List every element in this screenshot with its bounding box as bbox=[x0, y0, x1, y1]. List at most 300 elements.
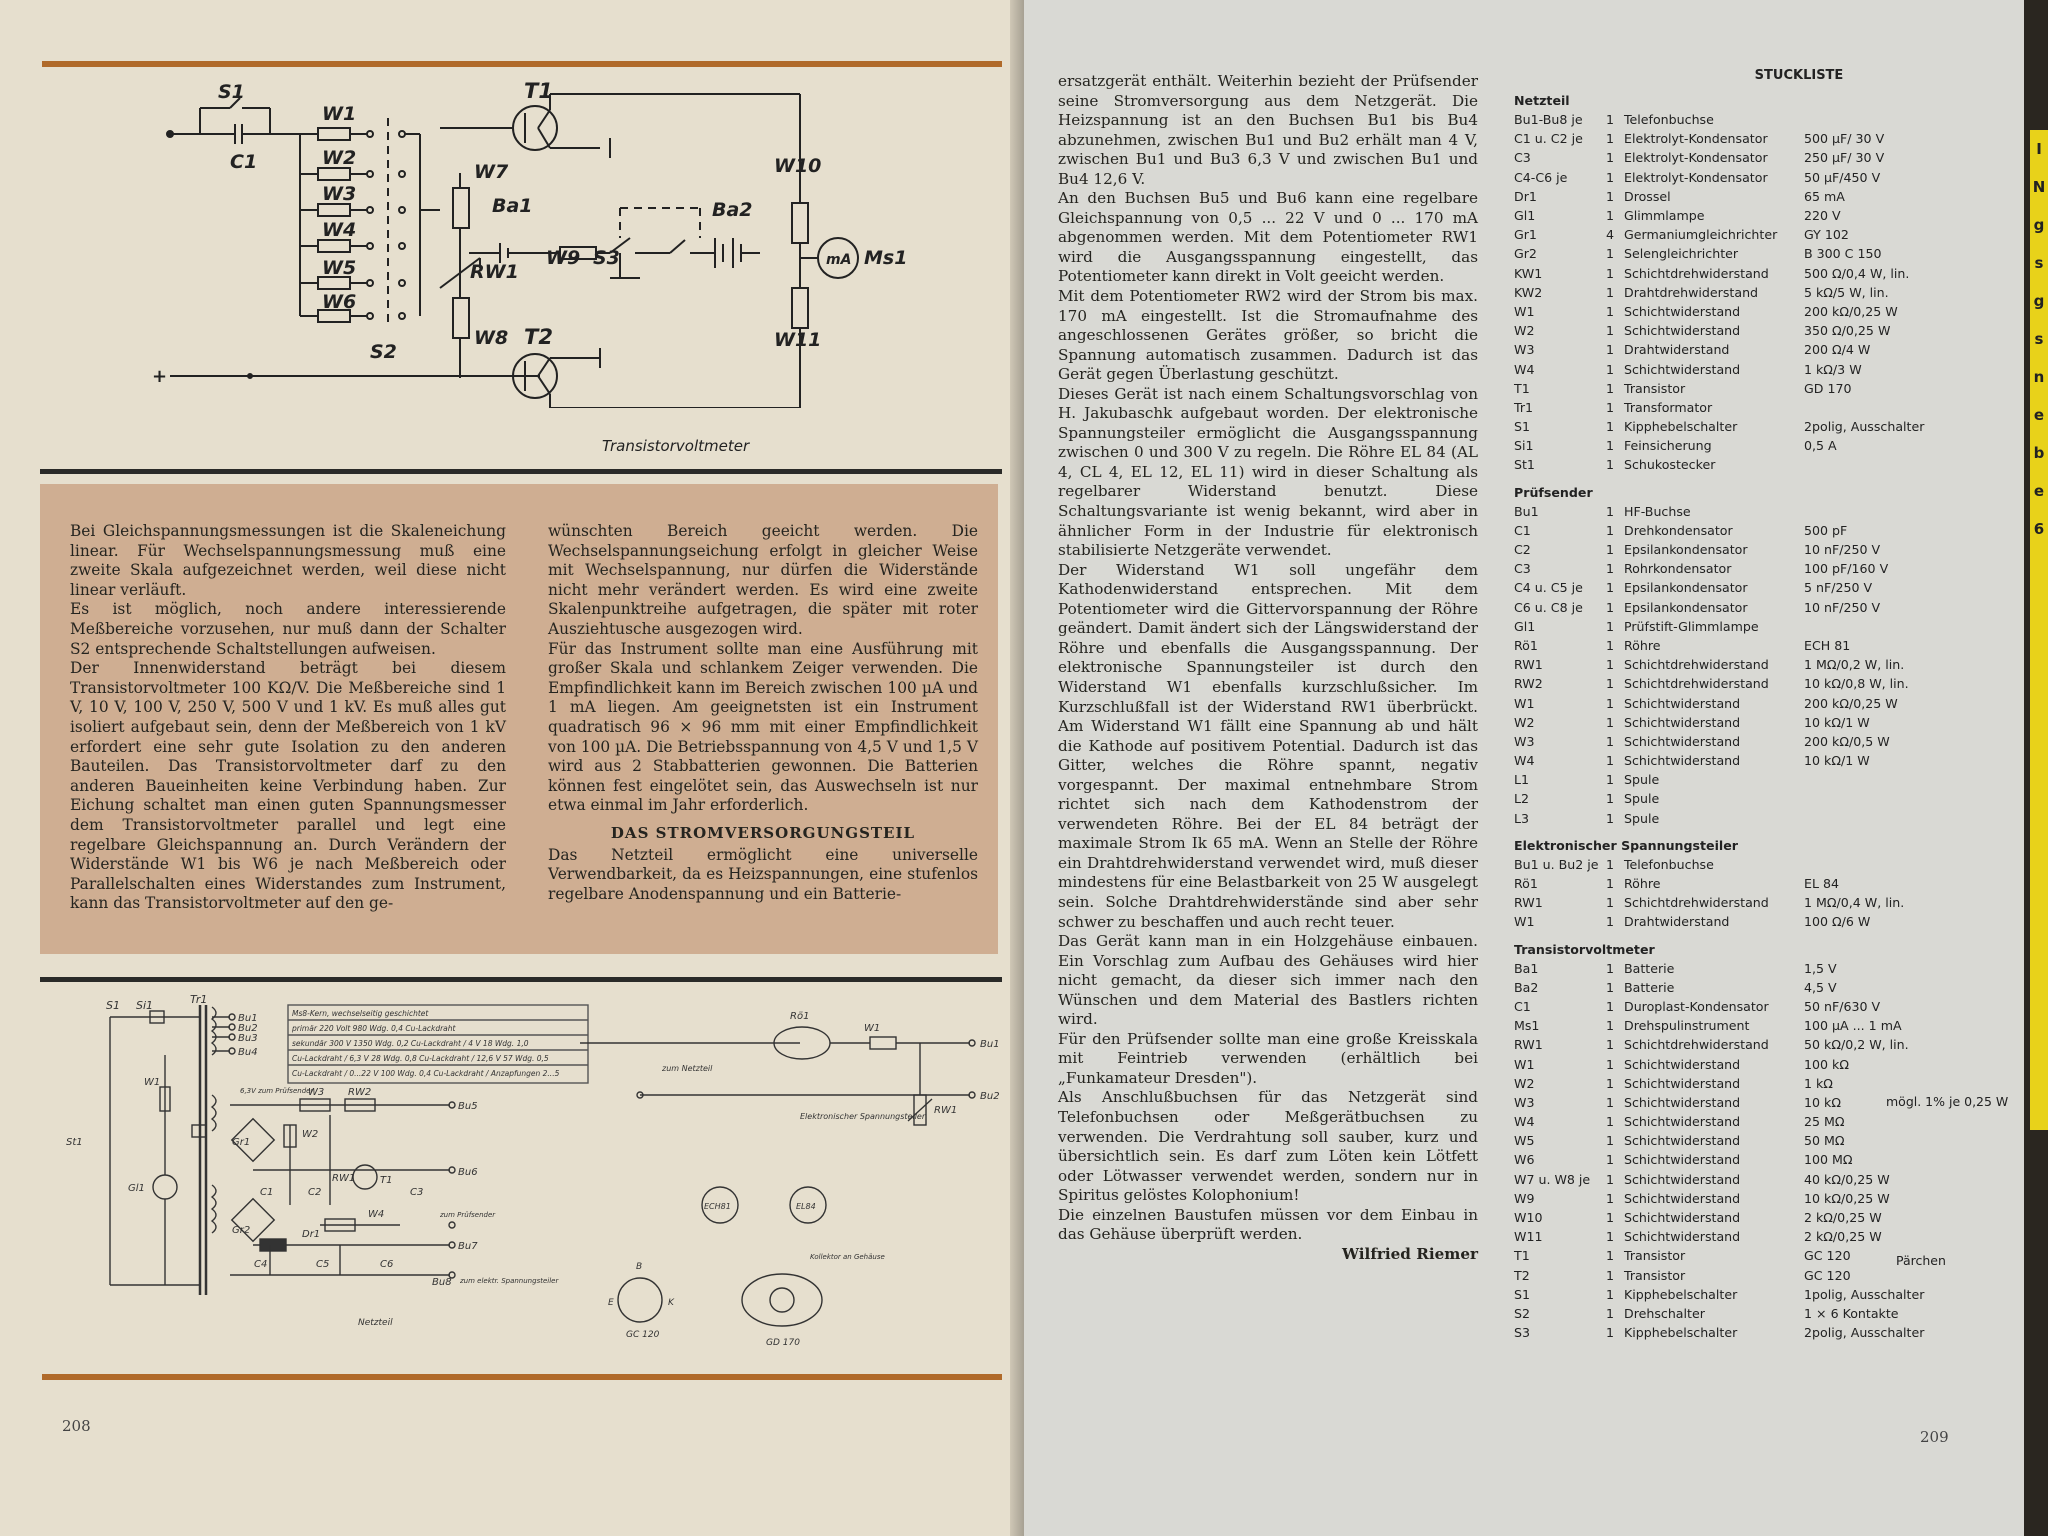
label-ba1: Ba1 bbox=[492, 195, 533, 217]
parts-cell-val: ECH 81 bbox=[1804, 637, 1851, 653]
parts-row bbox=[1514, 321, 1954, 340]
parts-cell-qty: 1 bbox=[1606, 303, 1615, 319]
parts-cell-desc: Telefonbuchse bbox=[1624, 112, 1714, 128]
parts-cell-desc: Schichtwiderstand bbox=[1624, 323, 1741, 339]
est-caption: Elektronischer Spannungsteiler bbox=[800, 1112, 926, 1121]
parts-cell-id: Gl1 bbox=[1514, 208, 1536, 224]
parts-row bbox=[1514, 751, 1954, 770]
label-t1: T1 bbox=[524, 79, 553, 103]
nt-label-gl1: Gl1 bbox=[128, 1183, 145, 1194]
parts-row bbox=[1514, 1093, 2009, 1112]
parts-cell-id: W2 bbox=[1514, 1075, 1535, 1091]
parts-cell-val: 500 µF/ 30 V bbox=[1804, 131, 1885, 147]
edge-strip-letter: 6 bbox=[2033, 520, 2045, 538]
parts-cell-id: RW1 bbox=[1514, 895, 1543, 911]
col2-paragraph-2: Für das Instrument sollte man eine Ausführung mit großer Skala und schlankem Zeiger verwenden. Die Empfindlichkeit kann im Bereich zwischen 100 µA und 1 mA liegen. Am geeignetsten ist ein Instrument quadratisch 96 × 96 mm mit einer Empfindlichkeit von 100 µA. Die Betriebsspannung von 4,5 V und 1,5 V wird aus 2 Stabbatterien gewonnen. Die Batterien können fest eingelötet sein, das Auswechseln ist nur etwa einmal im Jahr erforderlich. bbox=[548, 639, 978, 815]
parts-row bbox=[1514, 148, 1954, 167]
parts-cell-desc: Transistor bbox=[1624, 1248, 1686, 1264]
right-text-column bbox=[1058, 72, 1478, 1264]
parts-row bbox=[1514, 789, 1954, 808]
rc-paragraph-7: Für den Prüfsender sollte man eine große Kreisskala mit Feintrieb verwenden (erhältlich bei „Funkamateur Dresden"). bbox=[1058, 1029, 1478, 1087]
nt-label-bu2: Bu2 bbox=[238, 1023, 258, 1034]
parts-row bbox=[1514, 770, 1954, 789]
parts-cell-id: W6 bbox=[1514, 1152, 1535, 1168]
parts-cell-val: 2polig, Ausschalter bbox=[1804, 419, 1925, 435]
parts-cell-val: 10 kΩ/1 W bbox=[1804, 714, 1870, 730]
parts-cell-qty: 1 bbox=[1606, 169, 1615, 185]
parts-cell-id: KW1 bbox=[1514, 265, 1543, 281]
parts-cell-val: 10 kΩ/1 W bbox=[1804, 753, 1870, 769]
parts-cell-val: 200 kΩ/0,5 W bbox=[1804, 733, 1890, 749]
parts-cell-qty: 1 bbox=[1606, 599, 1615, 615]
col2-paragraph-3: Das Netzteil ermöglicht eine universelle Verwendbarkeit, da es Heizspannungen, eine stufenlos regelbare Anodenspannung und ein Batterie- bbox=[548, 845, 978, 903]
nt-label-bu3: Bu3 bbox=[238, 1033, 258, 1044]
parts-cell-qty: 1 bbox=[1606, 438, 1615, 454]
parts-cell-id: Ba2 bbox=[1514, 979, 1539, 995]
nt-label-w4: W4 bbox=[368, 1209, 385, 1220]
parts-row bbox=[1514, 1131, 1954, 1150]
nt-label-63v: 6,3V zum Prüfsender bbox=[240, 1087, 314, 1095]
parts-cell-id: S1 bbox=[1514, 1286, 1531, 1302]
parts-section-heading: Elektronischer Spannungsteiler bbox=[1514, 837, 1738, 853]
parts-cell-id: C1 bbox=[1514, 522, 1531, 538]
parts-row bbox=[1514, 713, 1954, 732]
parts-cell-desc: Kipphebelschalter bbox=[1624, 1286, 1738, 1302]
label-w2: W2 bbox=[322, 147, 357, 169]
parts-cell-qty: 1 bbox=[1606, 580, 1615, 596]
parts-cell-desc: Duroplast-Kondensator bbox=[1624, 998, 1769, 1014]
col1-paragraph-3: Der Innenwiderstand beträgt bei diesem Transistorvoltmeter 100 KΩ/V. Die Meßbereiche sind 1 V, 10 V, 100 V, 250 V, 500 V und 1 kV. Es muß alles gut isoliert aufgebaut sein, denn der Meßbereich von 1 kV erfordert eine sehr gute Isolation zu den anderen Bauteilen. Das Transistorvoltmeter darf zu den anderen Baueinheiten keine Verbindung haben. Zur Eichung schaltet man einen guten Spannungsmesser dem Transistorvoltmeter parallel und legt eine regelbare Gleichspannung an. Durch Verändern der Widerstände W1 bis W6 je nach Meßbereich oder Parallelschalten eines Widerstandes zum Instrument, kann das Transistorvoltmeter auf den ge- bbox=[70, 659, 506, 913]
parts-cell-qty: 1 bbox=[1606, 1286, 1615, 1302]
parts-cell-desc: Transistor bbox=[1624, 1267, 1686, 1283]
label-ba2: Ba2 bbox=[712, 199, 753, 221]
parts-row bbox=[1514, 809, 1954, 828]
nt-label-w1: W1 bbox=[144, 1077, 161, 1088]
nt-label-st1: St1 bbox=[66, 1137, 83, 1148]
parts-cell-qty: 1 bbox=[1606, 979, 1615, 995]
parts-row bbox=[1514, 655, 1954, 674]
parts-cell-desc: Röhre bbox=[1624, 876, 1661, 892]
parts-cell-qty: 1 bbox=[1606, 380, 1615, 396]
tube-label-ech81: ECH81 bbox=[704, 1202, 731, 1211]
rc-paragraph-9: Die einzelnen Baustufen müssen vor dem Einbau in das Gehäuse überprüft werden. bbox=[1058, 1205, 1478, 1244]
parts-cell-id: Bu1-Bu8 je bbox=[1514, 112, 1583, 128]
parts-cell-val: 250 µF/ 30 V bbox=[1804, 150, 1885, 166]
parts-cell-val: 1polig, Ausschalter bbox=[1804, 1286, 1925, 1302]
parts-cell-id: W3 bbox=[1514, 342, 1535, 358]
edge-strip-letter: e bbox=[2033, 482, 2045, 500]
parts-row bbox=[1514, 1074, 1954, 1093]
parts-note-tolerance: mögl. 1% je 0,25 W bbox=[1886, 1094, 2009, 1110]
parts-section-heading: Transistorvoltmeter bbox=[1514, 941, 1655, 957]
parts-cell-id: W1 bbox=[1514, 695, 1535, 711]
parts-cell-qty: 1 bbox=[1606, 1094, 1615, 1110]
parts-cell-id: S3 bbox=[1514, 1325, 1531, 1341]
parts-cell-desc: Elektrolyt-Kondensator bbox=[1624, 169, 1768, 185]
label-w7: W7 bbox=[474, 161, 509, 183]
parts-cell-desc: Epsilankondensator bbox=[1624, 542, 1748, 558]
parts-cell-qty: 1 bbox=[1606, 1075, 1615, 1091]
parts-cell-id: C3 bbox=[1514, 561, 1531, 577]
parts-cell-desc: Schichtdrehwiderstand bbox=[1624, 895, 1769, 911]
parts-cell-val: 1 MΩ/0,2 W, lin. bbox=[1804, 657, 1905, 673]
nt-label-t1: T1 bbox=[380, 1175, 393, 1186]
nt-label-dr1: Dr1 bbox=[302, 1229, 321, 1240]
parts-row bbox=[1514, 1323, 1954, 1342]
parts-cell-id: W4 bbox=[1514, 1114, 1535, 1130]
parts-cell-val: 2 kΩ/0,25 W bbox=[1804, 1210, 1882, 1226]
parts-cell-qty: 1 bbox=[1606, 1152, 1615, 1168]
parts-cell-id: Gr1 bbox=[1514, 227, 1537, 243]
parts-cell-qty: 1 bbox=[1606, 150, 1615, 166]
parts-cell-id: W1 bbox=[1514, 1056, 1535, 1072]
parts-cell-qty: 1 bbox=[1606, 284, 1615, 300]
parts-cell-qty: 1 bbox=[1606, 188, 1615, 204]
label-t2: T2 bbox=[524, 325, 553, 349]
parts-cell-val: 40 kΩ/0,25 W bbox=[1804, 1171, 1890, 1187]
parts-cell-val: 0,5 A bbox=[1804, 438, 1837, 454]
nt-label-bu7: Bu7 bbox=[458, 1241, 478, 1252]
parts-cell-id: L3 bbox=[1514, 810, 1530, 826]
section-heading-stromversorgung: DAS STROMVERSORGUNGSTEIL bbox=[610, 823, 916, 842]
parts-cell-id: RW1 bbox=[1514, 657, 1543, 673]
parts-row bbox=[1514, 1054, 1954, 1073]
parts-row bbox=[1514, 129, 1954, 148]
parts-row bbox=[1514, 436, 1954, 455]
parts-cell-desc: Schichtwiderstand bbox=[1624, 1114, 1741, 1130]
parts-row bbox=[1514, 1035, 1954, 1054]
parts-cell-desc: Elektrolyt-Kondensator bbox=[1624, 150, 1768, 166]
parts-cell-desc: Schichtwiderstand bbox=[1624, 733, 1741, 749]
parts-row bbox=[1514, 187, 1954, 206]
parts-cell-val: 500 Ω/0,4 W, lin. bbox=[1804, 265, 1910, 281]
parts-cell-val: 1 kΩ bbox=[1804, 1075, 1833, 1091]
parts-cell-val: 10 nF/250 V bbox=[1804, 542, 1881, 558]
parts-cell-id: W4 bbox=[1514, 753, 1535, 769]
parts-cell-qty: 1 bbox=[1606, 1037, 1615, 1053]
label-s2: S2 bbox=[370, 341, 397, 363]
parts-cell-desc: Transistor bbox=[1624, 380, 1686, 396]
nt-label-c6: C6 bbox=[380, 1259, 394, 1270]
label-ma: mA bbox=[826, 252, 852, 268]
parts-cell-id: C2 bbox=[1514, 542, 1531, 558]
parts-cell-id: C4 u. C5 je bbox=[1514, 580, 1583, 596]
parts-cell-qty: 1 bbox=[1606, 112, 1615, 128]
parts-cell-val: 500 pF bbox=[1804, 522, 1848, 538]
label-w5: W5 bbox=[322, 257, 357, 279]
parts-cell-id: Rö1 bbox=[1514, 876, 1538, 892]
nt-label-bu6: Bu6 bbox=[458, 1167, 478, 1178]
parts-cell-id: Rö1 bbox=[1514, 637, 1538, 653]
parts-cell-val: 1,5 V bbox=[1804, 960, 1837, 976]
trafo-row-4: Cu-Lackdraht / 6,3 V 28 Wdg. 0,8 Cu-Lackdraht / 12,6 V 57 Wdg. 0,5 bbox=[292, 1054, 549, 1063]
parts-cell-id: Tr1 bbox=[1514, 399, 1534, 415]
parts-row bbox=[1514, 521, 1954, 540]
parts-cell-desc: Schichtwiderstand bbox=[1624, 1210, 1741, 1226]
text-column-1 bbox=[70, 522, 506, 914]
parts-cell-desc: Drehschalter bbox=[1624, 1305, 1705, 1321]
parts-cell-desc: Feinsicherung bbox=[1624, 438, 1712, 454]
col1-paragraph-2: Es ist möglich, noch andere interessierende Meßbereiche vorzusehen, nur muß dann der Schalter S2 entsprechende Schaltstellungen aufweisen. bbox=[70, 600, 506, 658]
parts-cell-qty: 1 bbox=[1606, 1171, 1615, 1187]
parts-cell-id: W2 bbox=[1514, 323, 1535, 339]
parts-cell-qty: 1 bbox=[1606, 914, 1615, 930]
parts-list bbox=[1514, 68, 2009, 1342]
parts-row bbox=[1514, 168, 1954, 187]
parts-cell-id: Bu1 u. Bu2 je bbox=[1514, 856, 1599, 872]
parts-cell-qty: 1 bbox=[1606, 1056, 1615, 1072]
text-column-2 bbox=[548, 522, 978, 904]
trafo-row-2: primär 220 Volt 980 Wdg. 0,4 Cu-Lackdraht bbox=[292, 1024, 456, 1033]
parts-cell-desc: Schichtdrehwiderstand bbox=[1624, 265, 1769, 281]
parts-cell-desc: Epsilankondensator bbox=[1624, 580, 1748, 596]
parts-cell-qty: 1 bbox=[1606, 856, 1615, 872]
parts-cell-val: 2polig, Ausschalter bbox=[1804, 1325, 1925, 1341]
parts-cell-qty: 1 bbox=[1606, 1325, 1615, 1341]
parts-row bbox=[1514, 874, 1954, 893]
label-w4: W4 bbox=[322, 219, 357, 241]
edge-strip-letter: N bbox=[2032, 178, 2046, 196]
parts-cell-id: C1 bbox=[1514, 998, 1531, 1014]
parts-cell-val: 200 kΩ/0,25 W bbox=[1804, 303, 1898, 319]
rc-paragraph-3: Mit dem Potentiometer RW2 wird der Strom bis max. 170 mA eingestellt. Ist die Stromaufnahme des angeschlossenen Gerätes größer, so bricht die Spannung automatisch zusammen. Dadurch ist das Gerät gegen Überlastung geschützt. bbox=[1058, 287, 1478, 384]
parts-row bbox=[1514, 398, 1954, 417]
parts-cell-desc: Schichtwiderstand bbox=[1624, 753, 1741, 769]
label-c1: C1 bbox=[230, 151, 258, 173]
transistor-label-gc120: GC 120 bbox=[626, 1330, 660, 1340]
nt-label-c1: C1 bbox=[260, 1187, 274, 1198]
parts-cell-val: 10 kΩ/0,25 W bbox=[1804, 1190, 1890, 1206]
parts-cell-desc: Elektrolyt-Kondensator bbox=[1624, 131, 1768, 147]
parts-cell-id: W4 bbox=[1514, 361, 1535, 377]
parts-cell-id: S1 bbox=[1514, 419, 1531, 435]
parts-row bbox=[1514, 1246, 1954, 1269]
nt-label-zum-elektr: zum elektr. Spannungsteiler bbox=[460, 1277, 559, 1285]
parts-cell-id: T1 bbox=[1514, 1248, 1530, 1264]
parts-cell-id: T2 bbox=[1514, 1267, 1530, 1283]
parts-cell-desc: Schichtwiderstand bbox=[1624, 1056, 1741, 1072]
parts-cell-desc: Drahtwiderstand bbox=[1624, 342, 1730, 358]
parts-row bbox=[1514, 379, 1954, 398]
parts-row bbox=[1514, 110, 1954, 129]
parts-cell-val: GY 102 bbox=[1804, 227, 1849, 243]
parts-cell-id: Si1 bbox=[1514, 438, 1534, 454]
author-signature: Wilfried Riemer bbox=[1342, 1244, 1478, 1263]
parts-cell-val: 200 Ω/4 W bbox=[1804, 342, 1871, 358]
parts-cell-desc: Spule bbox=[1624, 810, 1660, 826]
parts-cell-desc: Selengleichrichter bbox=[1624, 246, 1739, 262]
parts-cell-id: W7 u. W8 je bbox=[1514, 1171, 1591, 1187]
parts-row bbox=[1514, 206, 1954, 225]
tube-label-el84: EL84 bbox=[796, 1202, 816, 1211]
parts-cell-qty: 1 bbox=[1606, 323, 1615, 339]
parts-cell-qty: 1 bbox=[1606, 342, 1615, 358]
parts-cell-val: 200 kΩ/0,25 W bbox=[1804, 695, 1898, 711]
parts-cell-val: 50 kΩ/0,2 W, lin. bbox=[1804, 1037, 1909, 1053]
parts-cell-id: W3 bbox=[1514, 1094, 1535, 1110]
parts-cell-val: 1 × 6 Kontakte bbox=[1804, 1305, 1899, 1321]
parts-row bbox=[1514, 264, 1954, 283]
parts-cell-desc: Schichtwiderstand bbox=[1624, 361, 1741, 377]
parts-row bbox=[1514, 578, 1954, 597]
parts-cell-qty: 1 bbox=[1606, 1248, 1615, 1264]
nt-label-w3: W3 bbox=[308, 1087, 325, 1098]
nt-label-c3: C3 bbox=[410, 1187, 424, 1198]
transistor-pin-e: E bbox=[608, 1298, 614, 1308]
page-number-right: 209 bbox=[1920, 1428, 1949, 1446]
nt-label-tr1: Tr1 bbox=[190, 995, 208, 1006]
parts-cell-id: Gr2 bbox=[1514, 246, 1537, 262]
rc-paragraph-6: Das Gerät kann man in ein Holzgehäuse einbauen. Ein Vorschlag zum Aufbau des Gehäuses wird hier nicht gemacht, da dieser sich immer nach den Wünschen und dem Material des Bastlers richten wird. bbox=[1058, 932, 1478, 1029]
parts-list-body bbox=[1514, 93, 2009, 1342]
parts-section-heading: Prüfsender bbox=[1514, 484, 1593, 500]
nt-label-c5: C5 bbox=[316, 1259, 330, 1270]
parts-cell-desc: Spule bbox=[1624, 772, 1660, 788]
parts-cell-val: 2 kΩ/0,25 W bbox=[1804, 1229, 1882, 1245]
parts-cell-id: St1 bbox=[1514, 457, 1535, 473]
parts-note-paerchen: Pärchen bbox=[1896, 1253, 1946, 1269]
trafo-row-3: sekundär 300 V 1350 Wdg. 0,2 Cu-Lackdraht / 4 V 18 Wdg. 1,0 bbox=[292, 1039, 529, 1048]
parts-cell-id: Gl1 bbox=[1514, 618, 1536, 634]
label-plus: + bbox=[152, 366, 168, 387]
parts-cell-desc: Schichtwiderstand bbox=[1624, 303, 1741, 319]
nt-label-rw1: RW1 bbox=[332, 1173, 356, 1184]
parts-cell-desc: HF-Buchse bbox=[1624, 503, 1691, 519]
transistor-pin-b: B bbox=[636, 1262, 643, 1272]
parts-cell-val: 5 kΩ/5 W, lin. bbox=[1804, 284, 1889, 300]
parts-cell-desc: Germaniumgleichrichter bbox=[1624, 227, 1778, 243]
parts-cell-qty: 1 bbox=[1606, 457, 1615, 473]
parts-cell-qty: 1 bbox=[1606, 772, 1615, 788]
est-label-bu1: Bu1 bbox=[980, 1039, 1000, 1050]
parts-row bbox=[1514, 559, 1954, 578]
est-label-ro1: Rö1 bbox=[790, 1011, 810, 1022]
parts-cell-id: Dr1 bbox=[1514, 188, 1537, 204]
transistorvoltmeter-schematic bbox=[140, 78, 940, 408]
parts-cell-qty: 1 bbox=[1606, 895, 1615, 911]
parts-cell-qty: 1 bbox=[1606, 561, 1615, 577]
parts-cell-val: 50 nF/630 V bbox=[1804, 998, 1881, 1014]
parts-cell-val: 50 MΩ bbox=[1804, 1133, 1845, 1149]
parts-section-heading: Netzteil bbox=[1514, 93, 1570, 108]
parts-row bbox=[1514, 693, 1954, 712]
edge-strip-letter: e bbox=[2033, 406, 2045, 424]
parts-cell-id: W10 bbox=[1514, 1210, 1543, 1226]
edge-strip-letter: n bbox=[2033, 368, 2045, 386]
parts-cell-qty: 1 bbox=[1606, 503, 1615, 519]
parts-cell-qty: 1 bbox=[1606, 1114, 1615, 1130]
label-ms1: Ms1 bbox=[864, 247, 908, 269]
bottom-orange-rule bbox=[42, 1374, 1002, 1380]
trafo-row-5: Cu-Lackdraht / 0...22 V 100 Wdg. 0,4 Cu-Lackdraht / Anzapfungen 2...5 bbox=[292, 1069, 560, 1078]
edge-strip-letter: g bbox=[2033, 216, 2045, 234]
label-s1: S1 bbox=[218, 81, 245, 103]
parts-cell-qty: 1 bbox=[1606, 1018, 1615, 1034]
parts-row bbox=[1514, 598, 1954, 617]
edge-strip-letter: g bbox=[2033, 292, 2045, 310]
parts-cell-desc: Transformator bbox=[1624, 399, 1713, 415]
rc-paragraph-4: Dieses Gerät ist nach einem Schaltungsvorschlag von H. Jakubaschk aufgebaut worden. Der elektronische Spannungsteiler ermöglicht die Ausgangsspannung zwischen 0 und 300 V zu regeln. Die Röhre EL 84 (AL 4, CL 4, EL 12, EL 11) wird in dieser Schaltung als regelbarer Widerstand benutzt. Diese Schaltungsvariante ist wenig bekannt, wird aber in ähnlicher Form in der Industrie für elektronisch stabilisierte Netzgeräte verwendet. bbox=[1058, 384, 1478, 560]
parts-cell-qty: 1 bbox=[1606, 1190, 1615, 1206]
parts-row bbox=[1514, 978, 1954, 997]
parts-cell-val: 10 nF/250 V bbox=[1804, 599, 1881, 615]
parts-cell-desc: Glimmlampe bbox=[1624, 208, 1705, 224]
parts-row bbox=[1514, 912, 1954, 931]
label-w9: W9 bbox=[546, 247, 581, 269]
parts-cell-qty: 1 bbox=[1606, 733, 1615, 749]
parts-cell-qty: 1 bbox=[1606, 876, 1615, 892]
label-w11: W11 bbox=[774, 329, 822, 351]
parts-cell-val: 100 kΩ bbox=[1804, 1056, 1849, 1072]
parts-cell-qty: 1 bbox=[1606, 714, 1615, 730]
parts-cell-qty: 1 bbox=[1606, 676, 1615, 692]
parts-cell-desc: Schichtwiderstand bbox=[1624, 714, 1741, 730]
parts-cell-val: GC 120 bbox=[1804, 1248, 1851, 1264]
parts-cell-qty: 1 bbox=[1606, 637, 1615, 653]
parts-row bbox=[1514, 732, 1954, 751]
parts-row bbox=[1514, 959, 1954, 978]
adjacent-page-edge-strip bbox=[2030, 130, 2048, 1130]
parts-cell-val: B 300 C 150 bbox=[1804, 246, 1882, 262]
parts-cell-qty: 1 bbox=[1606, 208, 1615, 224]
col2-paragraph-1: wünschten Bereich geeicht werden. Die Wechselspannungseichung erfolgt in gleicher Weise mit Wechselspannung, nur dürfen die Widerstände nicht mehr verändert werden. Es wird eine zweite Skalenpunktreihe aufgetragen, die später mit roter Ausziehtusche ausgezogen wird. bbox=[548, 522, 978, 638]
edge-strip-letter: s bbox=[2034, 254, 2044, 272]
parts-cell-id: T1 bbox=[1514, 380, 1530, 396]
parts-cell-qty: 1 bbox=[1606, 399, 1615, 415]
trafo-row-1: Ms8-Kern, wechselseitig geschichtet bbox=[292, 1009, 429, 1018]
parts-cell-id: RW1 bbox=[1514, 1037, 1543, 1053]
parts-cell-desc: Kipphebelschalter bbox=[1624, 1325, 1738, 1341]
label-w3: W3 bbox=[322, 183, 357, 205]
parts-cell-id: S2 bbox=[1514, 1305, 1531, 1321]
nt-caption-netzteil: Netzteil bbox=[358, 1318, 393, 1328]
parts-row bbox=[1514, 359, 1954, 378]
parts-cell-val: 50 µF/450 V bbox=[1804, 169, 1881, 185]
parts-cell-id: L1 bbox=[1514, 772, 1530, 788]
parts-cell-desc: Schichtwiderstand bbox=[1624, 1229, 1741, 1245]
parts-cell-id: C3 bbox=[1514, 150, 1531, 166]
parts-cell-desc: Schukostecker bbox=[1624, 457, 1716, 473]
parts-cell-desc: Drahtdrehwiderstand bbox=[1624, 284, 1759, 300]
parts-cell-qty: 1 bbox=[1606, 361, 1615, 377]
parts-cell-qty: 1 bbox=[1606, 1305, 1615, 1321]
parts-cell-val: 350 Ω/0,25 W bbox=[1804, 323, 1891, 339]
parts-cell-qty: 1 bbox=[1606, 131, 1615, 147]
parts-row bbox=[1514, 1285, 1954, 1304]
top-diagram-caption: Transistorvoltmeter bbox=[602, 437, 750, 455]
parts-cell-desc: Schichtwiderstand bbox=[1624, 695, 1741, 711]
parts-cell-id: RW2 bbox=[1514, 676, 1543, 692]
col1-paragraph-1: Bei Gleichspannungsmessungen ist die Skaleneichung linear. Für Wechselspannungsmessung muß eine zweite Skala aufgezeichnet werden, weil diese nicht linear verläuft. bbox=[70, 522, 506, 599]
parts-cell-id: Ms1 bbox=[1514, 1018, 1540, 1034]
parts-cell-val: 1 MΩ/0,4 W, lin. bbox=[1804, 895, 1905, 911]
nt-label-w2: W2 bbox=[302, 1129, 319, 1140]
parts-cell-id: W1 bbox=[1514, 303, 1535, 319]
parts-cell-qty: 1 bbox=[1606, 419, 1615, 435]
rc-paragraph-8: Als Anschlußbuchsen für das Netzgerät sind Telefonbuchsen oder Meßgerätbuchsen zu verwenden. Die Verdrahtung soll sauber, kurz und übersichtlich sein. Es darf zum Löten kein Lötfett oder Lötwasser verwendet werden, sondern nur in Spiritus gelöstes Kolophonium! bbox=[1058, 1088, 1478, 1205]
parts-cell-val: 100 MΩ bbox=[1804, 1152, 1853, 1168]
parts-row bbox=[1514, 1208, 1954, 1227]
parts-cell-desc: Schichtwiderstand bbox=[1624, 1075, 1741, 1091]
parts-cell-qty: 1 bbox=[1606, 810, 1615, 826]
parts-cell-desc: Drahtwiderstand bbox=[1624, 914, 1730, 930]
parts-row bbox=[1514, 244, 1954, 263]
edge-strip-letter: b bbox=[2033, 444, 2045, 462]
parts-cell-desc: Schichtwiderstand bbox=[1624, 1133, 1741, 1149]
parts-cell-qty: 1 bbox=[1606, 522, 1615, 538]
parts-row bbox=[1514, 302, 1954, 321]
parts-cell-desc: Röhre bbox=[1624, 637, 1661, 653]
